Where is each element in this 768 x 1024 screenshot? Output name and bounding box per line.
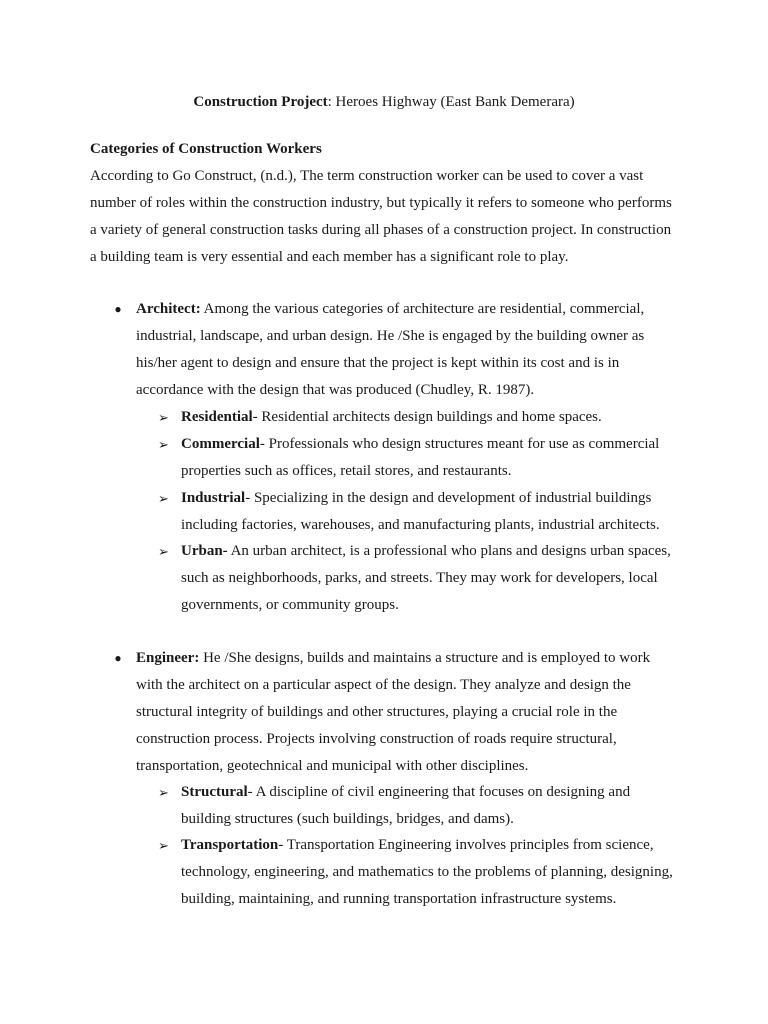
sub-item-structural xyxy=(158,779,701,833)
bullet-first-line xyxy=(136,296,696,323)
bullet-line: with the architect on a particular aspect of the design. They analyze and design the xyxy=(136,677,631,693)
sub-item-urban xyxy=(158,538,701,619)
sub-line: technology, engineering, and mathematics to the problems of planning, designing, xyxy=(181,864,673,880)
bullet-text: He /She designs, builds and maintains a structure and is employed to work xyxy=(199,650,651,666)
sub-item-industrial xyxy=(158,485,701,539)
sub-item-transportation xyxy=(158,832,701,913)
arrow-icon: ➢ xyxy=(158,544,169,559)
sub-label: Commercial xyxy=(181,436,260,452)
sub-label: Industrial xyxy=(181,490,246,506)
sub-label: Urban- xyxy=(181,543,228,559)
bullet-line: industrial, landscape, and urban design. He /She is engaged by the building owner as xyxy=(136,328,645,344)
sub-text: - Transportation Engineering involves principles from science, xyxy=(278,837,654,853)
sub-item-commercial xyxy=(158,431,701,485)
bullet-dot-icon: ● xyxy=(114,302,122,316)
sub-item-residential xyxy=(158,404,701,431)
bullet-architect xyxy=(114,296,696,404)
bullet-label: Engineer: xyxy=(136,650,200,666)
intro-line: number of roles within the construction industry, but typically it refers to someone who performs xyxy=(90,195,672,211)
sub-line: building, maintaining, and running transportation infrastructure systems. xyxy=(181,891,617,907)
bullet-dot-icon: ● xyxy=(114,651,122,665)
sub-first-line xyxy=(181,832,701,859)
sub-line: building structures (such buildings, bridges, and dams). xyxy=(181,811,514,827)
sub-label: Structural xyxy=(181,784,248,800)
sub-line: including factories, warehouses, and manufacturing plants, industrial architects. xyxy=(181,517,660,533)
arrow-icon: ➢ xyxy=(158,838,169,853)
sub-text: - Specializing in the design and development of industrial buildings xyxy=(245,490,652,506)
bullet-line: construction process. Projects involving construction of roads require structural, xyxy=(136,731,617,747)
bullet-line: his/her agent to design and ensure that the project is kept within its cost and is in xyxy=(136,355,620,371)
section-heading: Categories of Construction Workers xyxy=(90,141,322,157)
intro-line: a building team is very essential and each member has a significant role to play. xyxy=(90,249,569,265)
sub-first-line xyxy=(181,538,701,565)
arrow-icon: ➢ xyxy=(158,437,169,452)
sub-line: governments, or community groups. xyxy=(181,597,399,613)
arrow-icon: ➢ xyxy=(158,785,169,800)
sub-text: - Residential architects design buildings and home spaces. xyxy=(252,409,602,425)
arrow-icon: ➢ xyxy=(158,410,169,425)
sub-first-line xyxy=(181,779,701,806)
sub-line: properties such as offices, retail stores, and restaurants. xyxy=(181,463,512,479)
intro-paragraph xyxy=(90,163,690,271)
bullet-line: structural integrity of buildings and other structures, playing a crucial role in the xyxy=(136,704,618,720)
intro-line: According to Go Construct, (n.d.), The term construction worker can be used to cover a vast xyxy=(90,168,644,184)
intro-line: a variety of general construction tasks during all phases of a construction project. In construction xyxy=(90,222,672,238)
sub-first-line xyxy=(181,404,701,431)
bullet-first-line xyxy=(136,645,696,672)
sub-line: such as neighborhoods, parks, and streets. They may work for developers, local xyxy=(181,570,658,586)
document-title xyxy=(0,92,768,112)
sub-first-line xyxy=(181,485,701,512)
sub-first-line xyxy=(181,431,701,458)
sub-text: - Professionals who design structures meant for use as commercial xyxy=(259,436,660,452)
bullet-label: Architect: xyxy=(136,301,201,317)
sub-label: Transportation xyxy=(181,837,279,853)
bullet-text: Among the various categories of architecture are residential, commercial, xyxy=(200,301,645,317)
title-bold: Construction Project xyxy=(193,94,328,110)
title-rest: : Heroes Highway (East Bank Demerara) xyxy=(327,94,575,110)
bullet-line: transportation, geotechnical and municipal with other disciplines. xyxy=(136,758,529,774)
sub-text: An urban architect, is a professional who plans and designs urban spaces, xyxy=(227,543,671,559)
bullet-line: accordance with the design that was produced (Chudley, R. 1987). xyxy=(136,382,535,398)
arrow-icon: ➢ xyxy=(158,491,169,506)
bullet-engineer xyxy=(114,645,696,780)
sub-label: Residential xyxy=(181,409,253,425)
sub-text: - A discipline of civil engineering that focuses on designing and xyxy=(247,784,631,800)
